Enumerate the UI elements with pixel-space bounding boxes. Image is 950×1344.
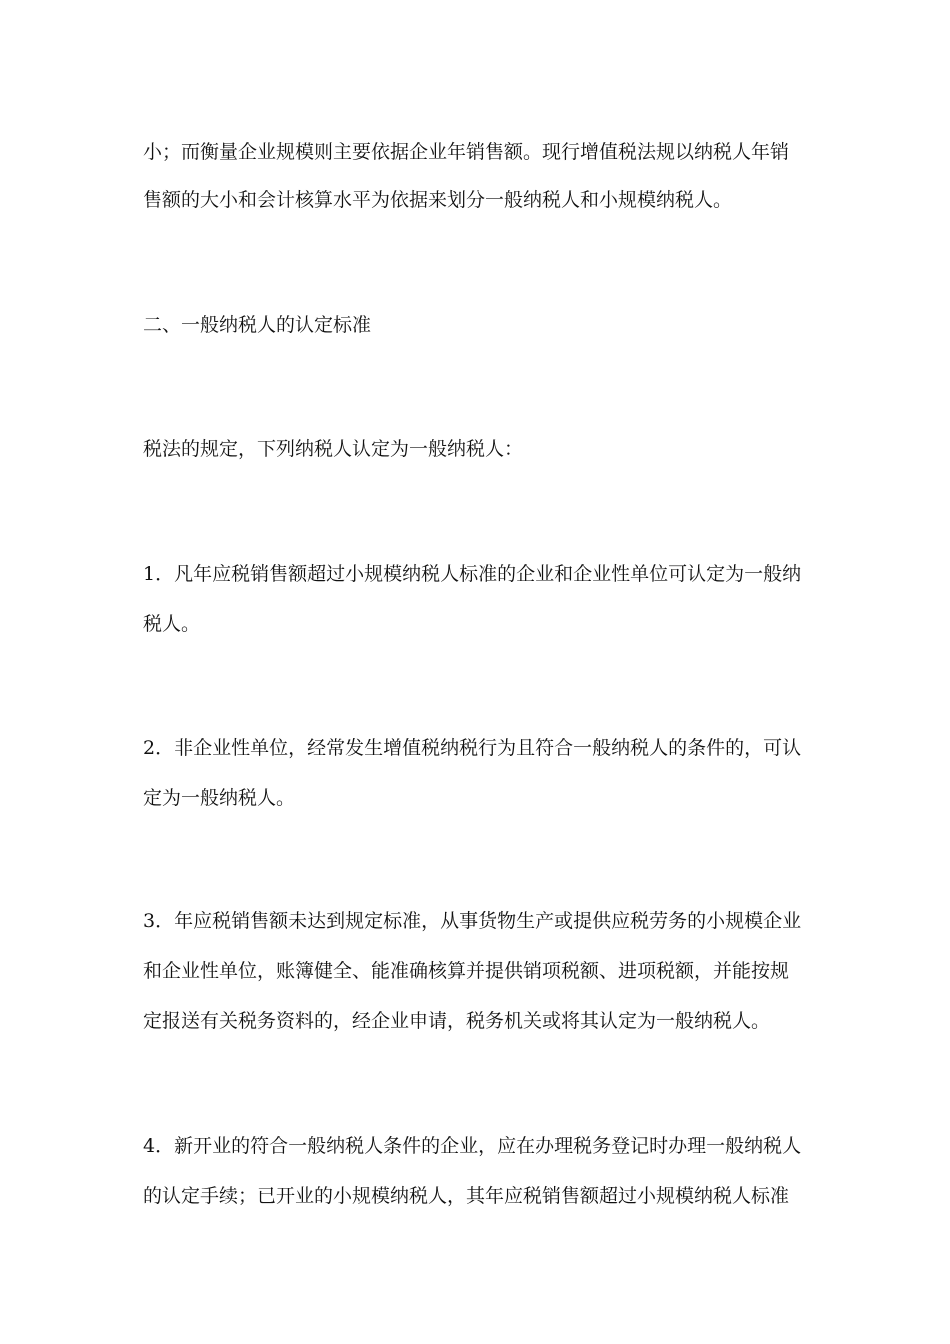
- list-item-4-line-2: 的认定手续；已开业的小规模纳税人，其年应税销售额超过小规模纳税人标准: [143, 1185, 790, 1207]
- list-item-1-line-1: [143, 562, 801, 586]
- list-item-2-text: 非企业性单位，经常发生增值税纳税行为且符合一般纳税人的条件的，可认: [174, 737, 802, 759]
- list-item-3-number: 3．: [143, 910, 175, 932]
- intro-line-1: 小；而衡量企业规模则主要依据企业年销售额。现行增值税法规以纳税人年销: [143, 141, 790, 163]
- list-item-4-line-1: [143, 1134, 801, 1158]
- list-item-3-line-3: 定报送有关税务资料的，经企业申请，税务机关或将其认定为一般纳税人。: [143, 1010, 771, 1032]
- list-item-2-line-2: 定为一般纳税人。: [143, 787, 296, 809]
- list-item-4-text: 新开业的符合一般纳税人条件的企业，应在办理税务登记时办理一般纳税人: [174, 1135, 802, 1157]
- list-item-3-line-1: [143, 909, 801, 933]
- list-item-2-number: 2．: [143, 737, 175, 759]
- list-item-1-number: 1．: [143, 563, 175, 585]
- intro-line-2: 售额的大小和会计核算水平为依据来划分一般纳税人和小规模纳税人。: [143, 189, 733, 211]
- list-item-2-line-1: [143, 736, 801, 760]
- list-item-3-line-2: 和企业性单位，账簿健全、能准确核算并提供销项税额、进项税额，并能按规: [143, 960, 790, 982]
- list-item-4-number: 4．: [143, 1135, 175, 1157]
- lead-paragraph: 税法的规定，下列纳税人认定为一般纳税人：: [143, 438, 524, 460]
- section-heading: 二、一般纳税人的认定标准: [143, 314, 372, 336]
- list-item-3-text: 年应税销售额未达到规定标准，从事货物生产或提供应税劳务的小规模企业: [174, 910, 802, 932]
- list-item-1-text: 凡年应税销售额超过小规模纳税人标准的企业和企业性单位可认定为一般纳: [174, 563, 802, 585]
- list-item-1-line-2: 税人。: [143, 613, 201, 635]
